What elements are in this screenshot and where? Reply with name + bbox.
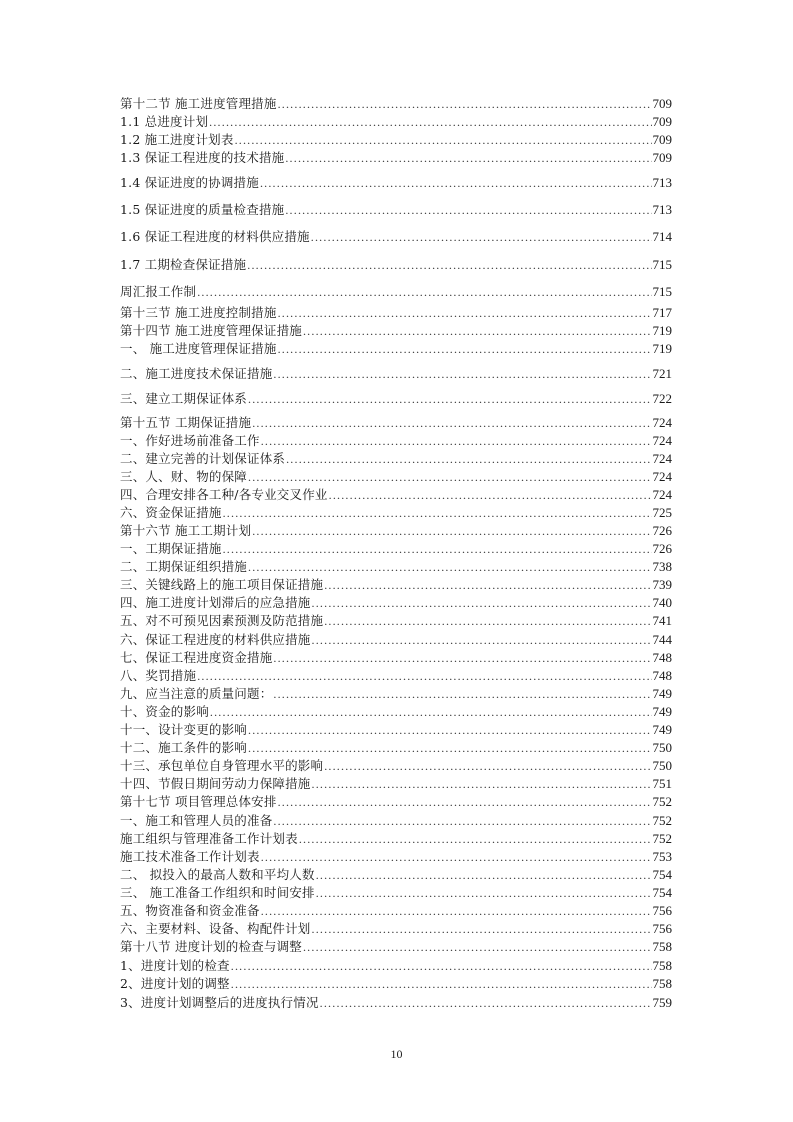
toc-entry-title: 第十五节 工期保证措施 [120,415,252,430]
toc-entry-title: 1、进度计划的检查 [120,958,230,973]
toc-entry-page: 724 [652,415,672,430]
toc-entry-page: 749 [652,704,672,719]
toc-entry-title: 第十七节 项目管理总体安排 [120,794,277,809]
toc-entry[interactable] [120,522,672,540]
toc-entry[interactable] [120,228,672,246]
toc-entry-page: 709 [652,114,672,129]
toc-entry-page: 740 [652,595,672,610]
toc-entry-page: 724 [652,433,672,448]
toc-entry-title: 施工组织与管理准备工作计划表 [120,831,298,846]
dot-leader [299,830,652,848]
toc-entry[interactable] [120,975,672,993]
toc-entry-title: 周汇报工作制 [120,284,197,299]
dot-leader [223,540,652,558]
toc-entry-title: 二、工期保证组织措施 [120,559,248,574]
dot-leader [231,975,652,993]
toc-entry[interactable] [120,902,672,920]
toc-entry[interactable] [120,390,672,408]
toc-entry[interactable] [120,256,672,274]
dot-leader [316,884,652,902]
toc-entry-title: 一、工期保证措施 [120,541,222,556]
toc-entry[interactable] [120,95,672,113]
toc-entry-page: 715 [652,284,672,299]
dot-leader [197,283,651,301]
toc-entry[interactable] [120,739,672,757]
dot-leader [261,432,652,450]
toc-entry-title: 第十四节 施工进度管理保证措施 [120,323,302,338]
toc-entry-page: 739 [652,577,672,592]
toc-entry-title: 十二、施工条件的影响 [120,740,248,755]
toc-entry-page: 758 [652,976,672,991]
dot-leader [324,612,651,630]
toc-entry[interactable] [120,703,672,721]
toc-entry-page: 754 [652,885,672,900]
dot-leader [247,256,651,274]
toc-entry-page: 748 [652,650,672,665]
toc-entry-title: 四、施工进度计划滞后的应急措施 [120,595,311,610]
toc-entry-page: 724 [652,487,672,502]
toc-entry-page: 726 [652,541,672,556]
toc-entry[interactable] [120,468,672,486]
dot-leader [278,304,652,322]
toc-entry-page: 726 [652,523,672,538]
toc-entry[interactable] [120,866,672,884]
toc-entry[interactable] [120,848,672,866]
toc-entry-title: 第十六节 施工工期计划 [120,523,252,538]
toc-entry-title: 一、作好进场前准备工作 [120,433,260,448]
toc-entry-page: 754 [652,867,672,882]
toc-entry-title: 三、关键线路上的施工项目保证措施 [120,577,324,592]
toc-entry-title: 1.5 保证进度的质量检查措施 [120,202,285,217]
toc-entry-page: 752 [652,813,672,828]
toc-entry[interactable] [120,938,672,956]
toc-entry[interactable] [120,283,672,301]
toc-entry-page: 724 [652,469,672,484]
toc-entry[interactable] [120,322,672,340]
toc-entry-title: 第十八节 进度计划的检查与调整 [120,939,302,954]
dot-leader [273,812,651,830]
dot-leader [324,757,651,775]
toc-entry[interactable] [120,131,672,149]
dot-leader [252,522,651,540]
dot-leader [248,739,651,757]
toc-entry-page: 713 [652,202,672,217]
toc-entry-title: 1.1 总进度计划 [120,114,209,129]
toc-entry[interactable] [120,113,672,131]
dot-leader [252,414,651,432]
toc-entry[interactable] [120,631,672,649]
dot-leader [235,131,652,149]
toc-entry-page: 715 [652,257,672,272]
toc-entry[interactable] [120,649,672,667]
dot-leader [320,994,652,1012]
dot-leader [248,721,651,739]
toc-entry[interactable] [120,304,672,322]
dot-leader [209,113,651,131]
toc-entry[interactable] [120,576,672,594]
toc-entry[interactable] [120,812,672,830]
dot-leader [260,174,652,192]
toc-entry-title: 施工技术准备工作计划表 [120,849,260,864]
dot-leader [248,468,651,486]
toc-entry-page: 756 [652,903,672,918]
toc-entry-title: 第十三节 施工进度控制措施 [120,305,277,320]
dot-leader [285,149,651,167]
toc-entry[interactable] [120,450,672,468]
toc-entry-page: 756 [652,921,672,936]
toc-entry[interactable] [120,149,672,167]
dot-leader [261,848,652,866]
toc-entry[interactable] [120,830,672,848]
toc-entry-title: 1.7 工期检查保证措施 [120,257,247,272]
dot-leader [278,340,652,358]
dot-leader [197,667,651,685]
dot-leader [210,703,652,721]
dot-leader [273,649,651,667]
dot-leader [278,793,652,811]
toc-entry-title: 2、进度计划的调整 [120,976,230,991]
toc-entry[interactable] [120,594,672,612]
dot-leader [312,594,652,612]
toc-entry[interactable] [120,486,672,504]
dot-leader [278,95,652,113]
toc-entry-title: 三、人、财、物的保障 [120,469,248,484]
toc-entry-page: 750 [652,758,672,773]
dot-leader [223,504,652,522]
dot-leader [311,228,652,246]
toc-entry-page: 758 [652,939,672,954]
toc-entry-page: 719 [652,323,672,338]
toc-entry-page: 759 [652,995,672,1010]
toc-entry-title: 1.4 保证进度的协调措施 [120,175,259,190]
dot-leader [261,902,652,920]
toc-entry[interactable] [120,920,672,938]
dot-leader [286,450,651,468]
toc-entry-title: 1.3 保证工程进度的技术措施 [120,150,285,165]
dot-leader [312,775,652,793]
dot-leader [248,558,651,576]
dot-leader [324,576,651,594]
toc-entry-title: 十、资金的影响 [120,704,209,719]
toc-entry[interactable] [120,775,672,793]
toc-entry-page: 709 [652,132,672,147]
toc-entry-page: 717 [652,305,672,320]
toc-entry-title: 五、物资准备和资金准备 [120,903,260,918]
toc-entry-title: 二、 拟投入的最高人数和平均人数 [120,867,315,882]
toc-entry[interactable] [120,994,672,1012]
toc-entry-title: 三、 施工准备工作组织和时间安排 [120,885,315,900]
toc-entry-title: 六、主要材料、设备、构配件计划 [120,921,311,936]
toc-entry-title: 七、保证工程进度资金措施 [120,650,273,665]
toc-entry[interactable] [120,414,672,432]
toc-entry-page: 714 [652,229,672,244]
toc-entry-title: 三、建立工期保证体系 [120,391,248,406]
toc-entry[interactable] [120,721,672,739]
toc-entry-title: 六、资金保证措施 [120,505,222,520]
dot-leader [303,938,652,956]
toc-entry-page: 738 [652,559,672,574]
toc-entry-title: 五、对不可预见因素预测及防范措施 [120,613,324,628]
toc-entry-page: 748 [652,668,672,683]
toc-entry-page: 741 [652,613,672,628]
dot-leader [316,866,652,884]
toc-entry[interactable] [120,957,672,975]
dot-leader [285,201,651,219]
dot-leader [273,685,651,703]
dot-leader [329,486,652,504]
dot-leader [273,365,651,383]
dot-leader [231,957,652,975]
toc-entry-title: 四、合理安排各工种/各专业交叉作业 [120,487,328,502]
toc-entry-title: 1.2 施工进度计划表 [120,132,234,147]
toc-entry[interactable] [120,558,672,576]
toc-entry[interactable] [120,685,672,703]
toc-entry-title: 一、施工和管理人员的准备 [120,813,273,828]
toc-entry-title: 一、 施工进度管理保证措施 [120,341,277,356]
toc-entry-page: 709 [652,150,672,165]
toc-entry-title: 3、进度计划调整后的进度执行情况 [120,995,319,1010]
toc-entry[interactable] [120,667,672,685]
toc-entry-page: 751 [652,776,672,791]
dot-leader [312,631,652,649]
toc-entry-page: 725 [652,505,672,520]
toc-entry-title: 十四、节假日期间劳动力保障措施 [120,776,311,791]
toc-entry-page: 719 [652,341,672,356]
page-number: 10 [390,1047,403,1061]
toc-entry-page: 709 [652,96,672,111]
toc-entry[interactable] [120,612,672,630]
toc-entry[interactable] [120,793,672,811]
toc-entry[interactable] [120,174,672,192]
toc-entry-page: 758 [652,958,672,973]
dot-leader [303,322,652,340]
toc-entry[interactable] [120,504,672,522]
toc-entry[interactable] [120,432,672,450]
toc-entry-title: 十一、设计变更的影响 [120,722,248,737]
toc-entry-title: 第十二节 施工进度管理措施 [120,96,277,111]
toc-entry-page: 724 [652,451,672,466]
toc-entry[interactable] [120,540,672,558]
toc-entry[interactable] [120,201,672,219]
toc-entry[interactable] [120,340,672,358]
toc-entry[interactable] [120,884,672,902]
toc-entry-page: 749 [652,722,672,737]
toc-entry-page: 721 [652,366,672,381]
toc-entry-page: 752 [652,831,672,846]
toc-entry[interactable] [120,365,672,383]
toc-entry-title: 1.6 保证工程进度的材料供应措施 [120,229,310,244]
toc-entry-title: 六、保证工程进度的材料供应措施 [120,632,311,647]
toc-entry-page: 752 [652,794,672,809]
toc-entry-page: 749 [652,686,672,701]
toc-entry-title: 十三、承包单位自身管理水平的影响 [120,758,324,773]
toc-entry-title: 二、施工进度技术保证措施 [120,366,273,381]
toc-entry-page: 753 [652,849,672,864]
toc-entry-title: 九、应当注意的质量问题： [120,686,273,701]
toc-entry-title: 八、奖罚措施 [120,668,197,683]
toc-entry-page: 750 [652,740,672,755]
toc-entry-page: 713 [652,175,672,190]
dot-leader [312,920,652,938]
dot-leader [248,390,651,408]
toc-entry[interactable] [120,757,672,775]
toc-entry-page: 744 [652,632,672,647]
toc-entry-title: 二、建立完善的计划保证体系 [120,451,286,466]
toc-entry-page: 722 [652,391,672,406]
